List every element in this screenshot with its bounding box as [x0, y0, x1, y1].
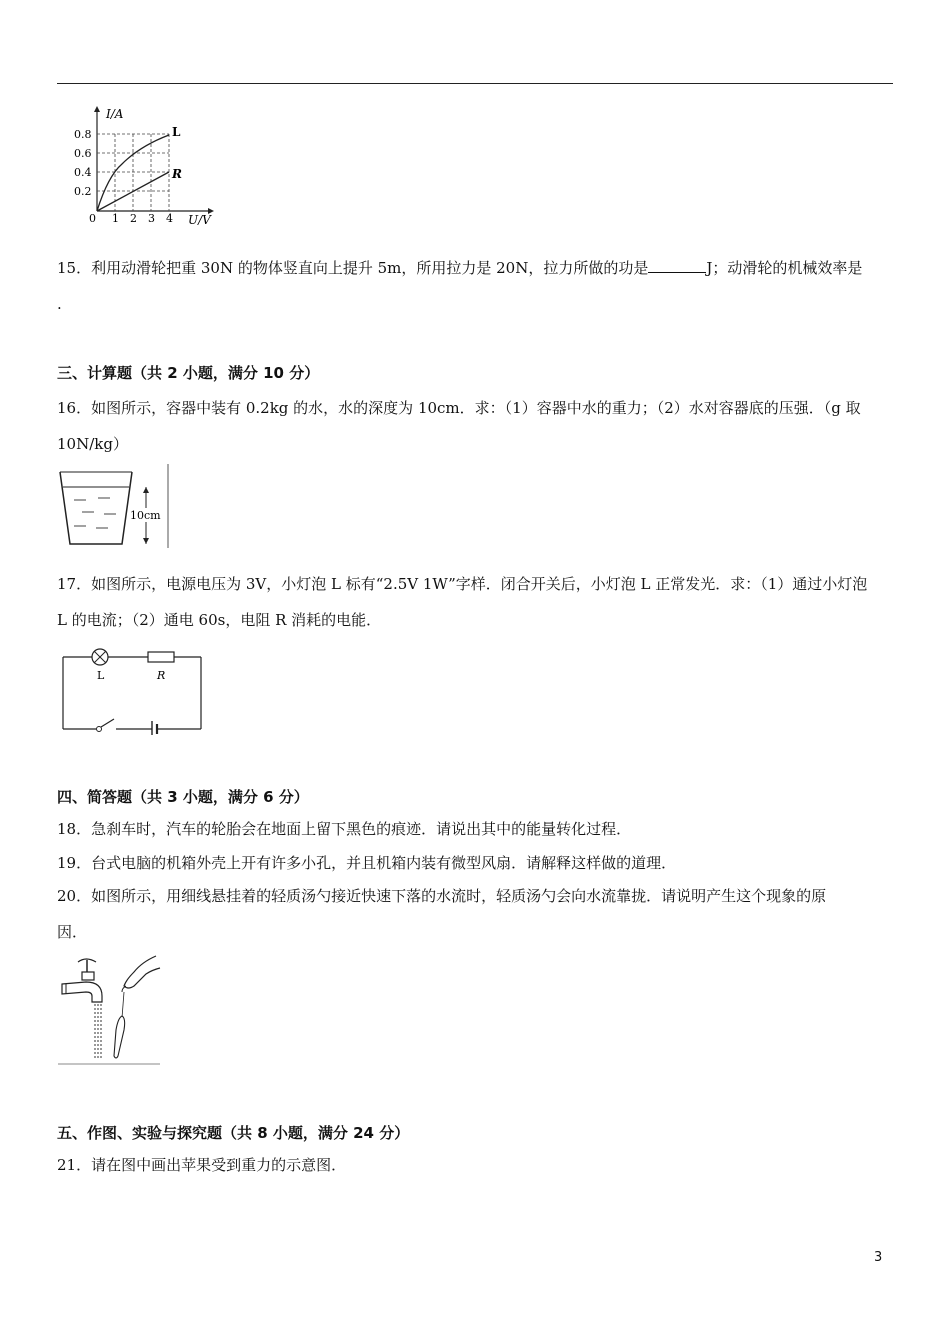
iu-graph-figure — [60, 98, 220, 228]
q15-text-before: 15．利用动滑轮把重 30N 的物体竖直向上提升 5m，所用拉力是 20N，拉力所做的功是 — [57, 259, 649, 277]
resistor-symbol — [148, 652, 174, 662]
x-tick-label: 3 — [148, 212, 155, 225]
q20-line1: 20．如图所示，用细线悬挂着的轻质汤勺接近快速下落的水流时，轻质汤勺会向水流靠拢．请说明产生这个现象的原 — [57, 887, 827, 905]
q16-line2: 10N/kg） — [57, 435, 128, 453]
curve-r-label: R — [172, 167, 182, 181]
lamp-label: L — [97, 669, 105, 682]
resistor-label: R — [157, 669, 166, 682]
circuit-figure — [58, 645, 208, 735]
q19-text: 19．台式电脑的机箱外壳上开有许多小孔，并且机箱内装有微型风扇．请解释这样做的道理． — [57, 854, 677, 872]
question-18 — [57, 811, 893, 847]
question-16 — [57, 390, 893, 462]
water-container-figure — [58, 462, 173, 550]
q21-text: 21．请在图中画出苹果受到重力的示意图． — [57, 1156, 347, 1174]
q15-text-after: J；动滑轮的机械效率是 — [706, 259, 863, 277]
x-tick-label: 4 — [166, 212, 173, 225]
q20-line2: 因． — [57, 923, 88, 941]
y-tick-label: 0.8 — [74, 128, 92, 141]
page-number: 3 — [874, 1250, 883, 1265]
curve-l-label: L — [172, 125, 181, 139]
question-20 — [57, 878, 893, 950]
question-17 — [57, 566, 893, 638]
faucet-spoon-figure — [56, 952, 164, 1068]
question-15 — [57, 250, 893, 322]
q16-line1: 16．如图所示，容器中装有 0.2kg 的水，水的深度为 10cm．求：（1）容器中水的重力；（2）水对容器底的压强．（g 取 — [57, 399, 861, 417]
section-4-title: 四、简答题（共 3 小题，满分 6 分） — [57, 788, 309, 806]
depth-label: 10cm — [130, 509, 161, 522]
section-5-title: 五、作图、实验与探究题（共 8 小题，满分 24 分） — [57, 1124, 410, 1142]
origin-label: 0 — [89, 212, 96, 225]
section-3-title: 三、计算题（共 2 小题，满分 10 分） — [57, 364, 320, 382]
y-tick-label: 0.2 — [74, 185, 92, 198]
x-tick-label: 2 — [130, 212, 137, 225]
x-tick-label: 1 — [112, 212, 119, 225]
y-tick-label: 0.4 — [74, 166, 92, 179]
q17-line1: 17．如图所示，电源电压为 3V，小灯泡 L 标有“2.5V 1W”字样．闭合开关后，小灯泡 L 正常发光．求：（1）通过小灯泡 — [57, 575, 868, 593]
switch-symbol — [101, 719, 114, 727]
question-19 — [57, 845, 893, 881]
header-rule — [57, 83, 893, 84]
answer-blank[interactable] — [648, 258, 706, 273]
x-axis-label: U/V — [188, 213, 211, 227]
q17-line2: L 的电流；（2）通电 60s，电阻 R 消耗的电能． — [57, 611, 382, 629]
y-tick-label: 0.6 — [74, 147, 92, 160]
y-axis-label: I/A — [106, 107, 124, 121]
q15-line2: . — [57, 295, 62, 313]
question-21 — [57, 1147, 893, 1183]
q18-text: 18．急刹车时，汽车的轮胎会在地面上留下黑色的痕迹．请说出其中的能量转化过程． — [57, 820, 632, 838]
